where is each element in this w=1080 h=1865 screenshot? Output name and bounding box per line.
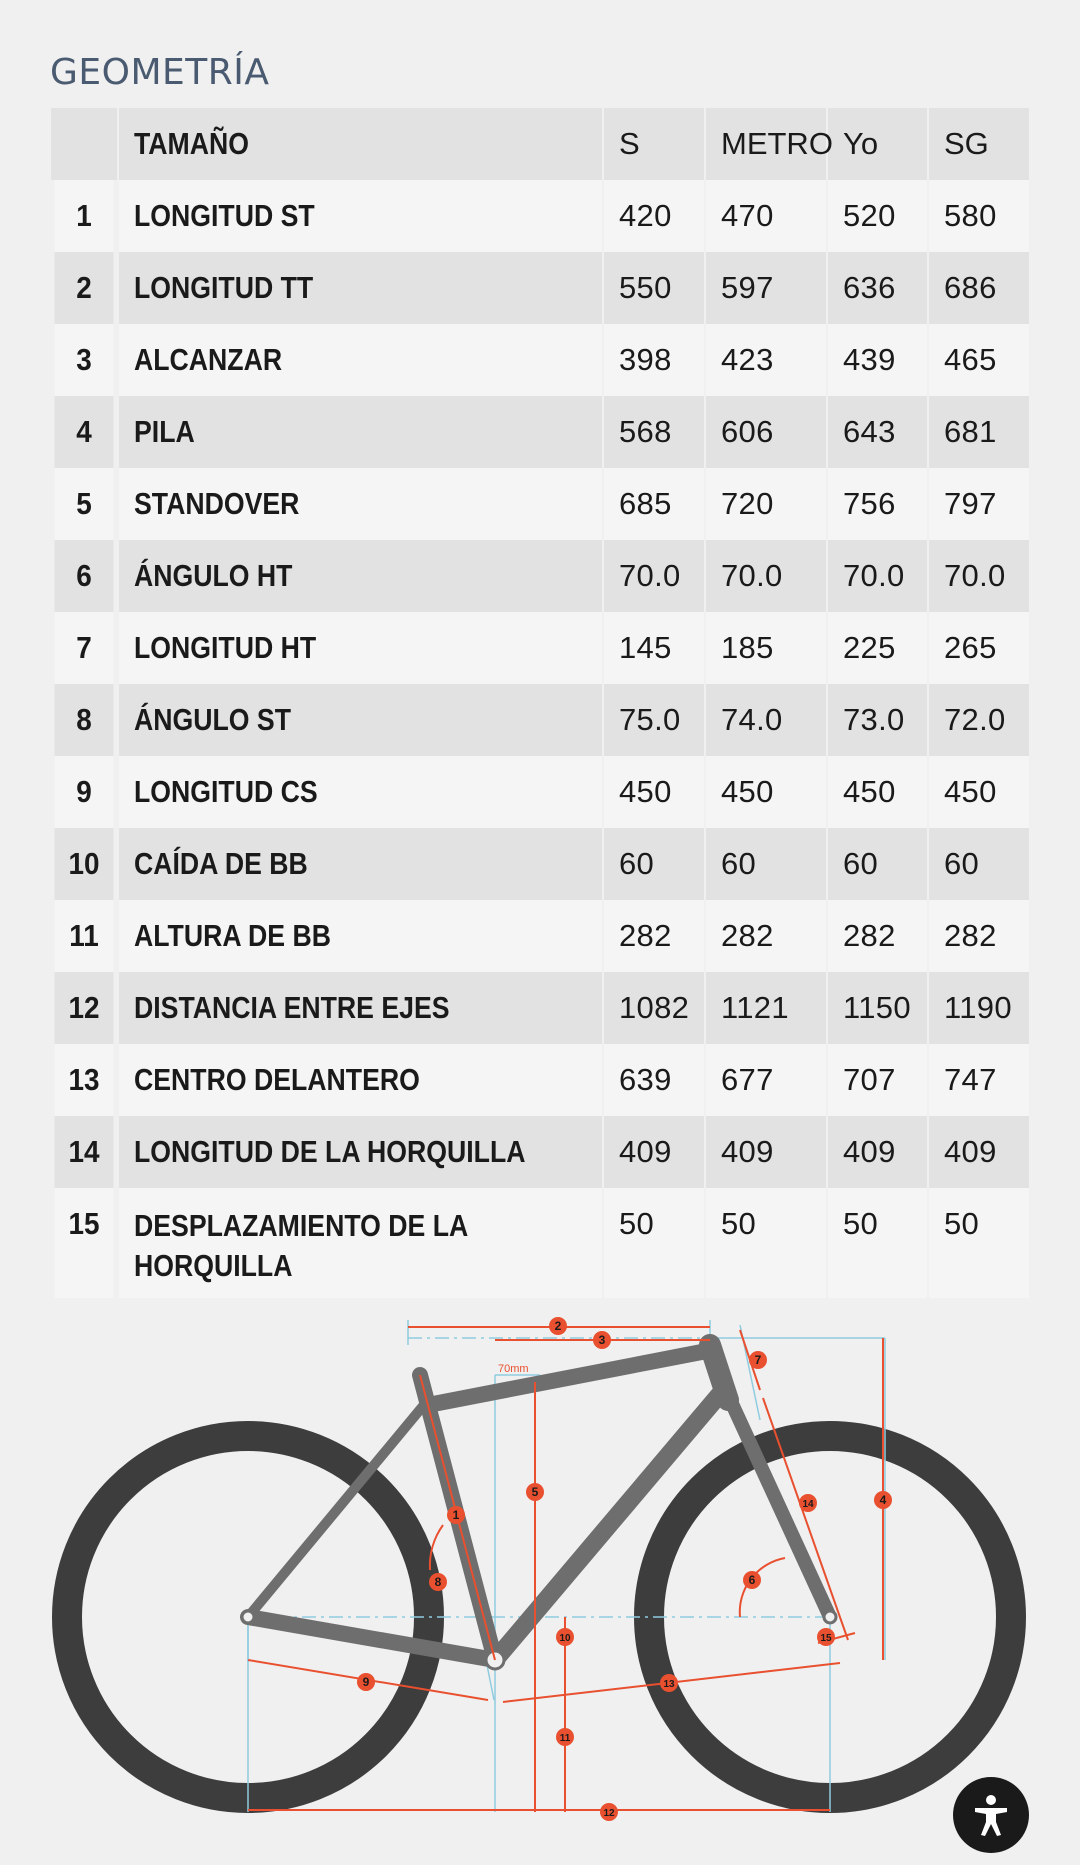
row-label: LONGITUD TT: [118, 252, 603, 324]
dimension-marker: [593, 1331, 611, 1349]
row-label: PILA: [118, 396, 603, 468]
value-l: 225: [827, 612, 928, 684]
dimension-marker: [429, 1573, 447, 1591]
dimension-marker: [556, 1728, 574, 1746]
svg-text:5: 5: [531, 1485, 539, 1499]
svg-text:1: 1: [452, 1508, 460, 1522]
row-number: 4: [54, 396, 114, 468]
value-l: 409: [827, 1116, 928, 1188]
row-number: 9: [54, 756, 114, 828]
bike-frame: [248, 1345, 830, 1660]
svg-text:6: 6: [748, 1573, 756, 1587]
svg-text:12: 12: [603, 1808, 615, 1819]
dimension-marker: [357, 1673, 375, 1691]
value-m: 470: [705, 180, 827, 252]
page-title: GEOMETRÍA: [50, 52, 270, 93]
value-m: 423: [705, 324, 827, 396]
table-row: [51, 756, 1029, 828]
row-number: 11: [54, 900, 114, 972]
value-xl: 409: [928, 1116, 1029, 1188]
value-s: 420: [603, 180, 705, 252]
row-label: CAÍDA DE BB: [118, 828, 603, 900]
header-size: TAMAÑO: [118, 108, 603, 180]
value-s: 568: [603, 396, 705, 468]
value-l: 707: [827, 1044, 928, 1116]
value-xl: 686: [928, 252, 1029, 324]
table-row: [51, 900, 1029, 972]
value-l: 439: [827, 324, 928, 396]
value-s: 409: [603, 1116, 705, 1188]
svg-text:8: 8: [434, 1575, 442, 1589]
value-xl: 282: [928, 900, 1029, 972]
value-m: 70.0: [705, 540, 827, 612]
value-s: 685: [603, 468, 705, 540]
offset-label: 70mm: [498, 1363, 529, 1375]
row-label: LONGITUD CS: [118, 756, 603, 828]
value-m: 74.0: [705, 684, 827, 756]
svg-text:7: 7: [754, 1353, 762, 1367]
value-s: 50: [603, 1188, 705, 1298]
value-s: 70.0: [603, 540, 705, 612]
row-label: ALCANZAR: [118, 324, 603, 396]
value-xl: 60: [928, 828, 1029, 900]
svg-text:15: 15: [820, 1633, 832, 1644]
value-s: 398: [603, 324, 705, 396]
value-m: 282: [705, 900, 827, 972]
row-label: STANDOVER: [118, 468, 603, 540]
table-row: [51, 252, 1029, 324]
svg-text:3: 3: [598, 1333, 606, 1347]
row-label: LONGITUD ST: [118, 180, 603, 252]
table-row: [51, 540, 1029, 612]
dimension-marker: [799, 1494, 817, 1512]
row-label: ÁNGULO ST: [118, 684, 603, 756]
dimension-marker: [874, 1491, 892, 1509]
value-l: 520: [827, 180, 928, 252]
svg-text:10: 10: [559, 1633, 571, 1644]
geometry-table: [51, 108, 1029, 1298]
table-row: [51, 972, 1029, 1044]
row-label: DESPLAZAMIENTO DE LA HORQUILLA: [118, 1188, 603, 1298]
header-xl: SG: [928, 108, 1029, 180]
value-m: 597: [705, 252, 827, 324]
svg-text:13: 13: [663, 1679, 675, 1690]
value-m: 1121: [705, 972, 827, 1044]
svg-text:11: 11: [559, 1733, 571, 1744]
dimension-marker: [660, 1674, 678, 1692]
dimension-marker: [749, 1351, 767, 1369]
table-row: [51, 396, 1029, 468]
row-number: 8: [54, 684, 114, 756]
dimension-marker: [817, 1628, 835, 1646]
value-xl: 797: [928, 468, 1029, 540]
dimension-marker: [743, 1571, 761, 1589]
row-number: 15: [54, 1188, 114, 1298]
dimension-marker: [447, 1506, 465, 1524]
header-l: Yo: [827, 108, 928, 180]
value-xl: 50: [928, 1188, 1029, 1298]
value-xl: 265: [928, 612, 1029, 684]
value-m: 606: [705, 396, 827, 468]
svg-text:4: 4: [879, 1493, 887, 1507]
value-m: 50: [705, 1188, 827, 1298]
row-label: DISTANCIA ENTRE EJES: [118, 972, 603, 1044]
row-number: 1: [54, 180, 114, 252]
value-l: 756: [827, 468, 928, 540]
row-number: 2: [54, 252, 114, 324]
value-s: 282: [603, 900, 705, 972]
table-row: [51, 828, 1029, 900]
value-l: 282: [827, 900, 928, 972]
row-number: 10: [54, 828, 114, 900]
dimension-marker: [526, 1483, 544, 1501]
table-row: [51, 1116, 1029, 1188]
table-row: [51, 1188, 1029, 1298]
value-xl: 465: [928, 324, 1029, 396]
table-row: [51, 612, 1029, 684]
row-label: LONGITUD DE LA HORQUILLA: [118, 1116, 603, 1188]
dimension-marker: [556, 1628, 574, 1646]
table-header-row: [51, 108, 1029, 180]
accessibility-icon: [965, 1789, 1017, 1841]
value-m: 677: [705, 1044, 827, 1116]
table-row: [51, 180, 1029, 252]
value-l: 60: [827, 828, 928, 900]
value-l: 643: [827, 396, 928, 468]
header-s: S: [603, 108, 705, 180]
dimension-marker: [600, 1803, 618, 1821]
svg-text:9: 9: [362, 1675, 370, 1689]
table-row: [51, 684, 1029, 756]
value-s: 450: [603, 756, 705, 828]
row-number: 5: [54, 468, 114, 540]
value-xl: 681: [928, 396, 1029, 468]
value-l: 70.0: [827, 540, 928, 612]
header-m: METRO: [705, 108, 827, 180]
row-label: LONGITUD HT: [118, 612, 603, 684]
value-l: 73.0: [827, 684, 928, 756]
value-s: 1082: [603, 972, 705, 1044]
value-m: 720: [705, 468, 827, 540]
value-s: 145: [603, 612, 705, 684]
value-l: 450: [827, 756, 928, 828]
value-xl: 1190: [928, 972, 1029, 1044]
value-l: 50: [827, 1188, 928, 1298]
row-label: ÁNGULO HT: [118, 540, 603, 612]
row-label: ALTURA DE BB: [118, 900, 603, 972]
value-l: 1150: [827, 972, 928, 1044]
svg-text:14: 14: [802, 1499, 814, 1510]
value-xl: 70.0: [928, 540, 1029, 612]
value-s: 60: [603, 828, 705, 900]
value-xl: 747: [928, 1044, 1029, 1116]
row-number: 3: [54, 324, 114, 396]
dimension-marker: [549, 1317, 567, 1335]
value-s: 550: [603, 252, 705, 324]
value-m: 450: [705, 756, 827, 828]
value-s: 639: [603, 1044, 705, 1116]
row-number: 7: [54, 612, 114, 684]
table-row: [51, 468, 1029, 540]
bike-geometry-diagram: [0, 1300, 1080, 1865]
value-m: 185: [705, 612, 827, 684]
table-row: [51, 1044, 1029, 1116]
value-s: 75.0: [603, 684, 705, 756]
value-l: 636: [827, 252, 928, 324]
value-xl: 450: [928, 756, 1029, 828]
row-number: 13: [54, 1044, 114, 1116]
value-m: 60: [705, 828, 827, 900]
table-row: [51, 324, 1029, 396]
row-label: CENTRO DELANTERO: [118, 1044, 603, 1116]
header-num: [51, 108, 118, 180]
value-m: 409: [705, 1116, 827, 1188]
value-xl: 580: [928, 180, 1029, 252]
value-xl: 72.0: [928, 684, 1029, 756]
row-number: 12: [54, 972, 114, 1044]
row-number: 14: [54, 1116, 114, 1188]
svg-text:2: 2: [554, 1319, 562, 1333]
row-number: 6: [54, 540, 114, 612]
accessibility-button[interactable]: [953, 1777, 1029, 1853]
